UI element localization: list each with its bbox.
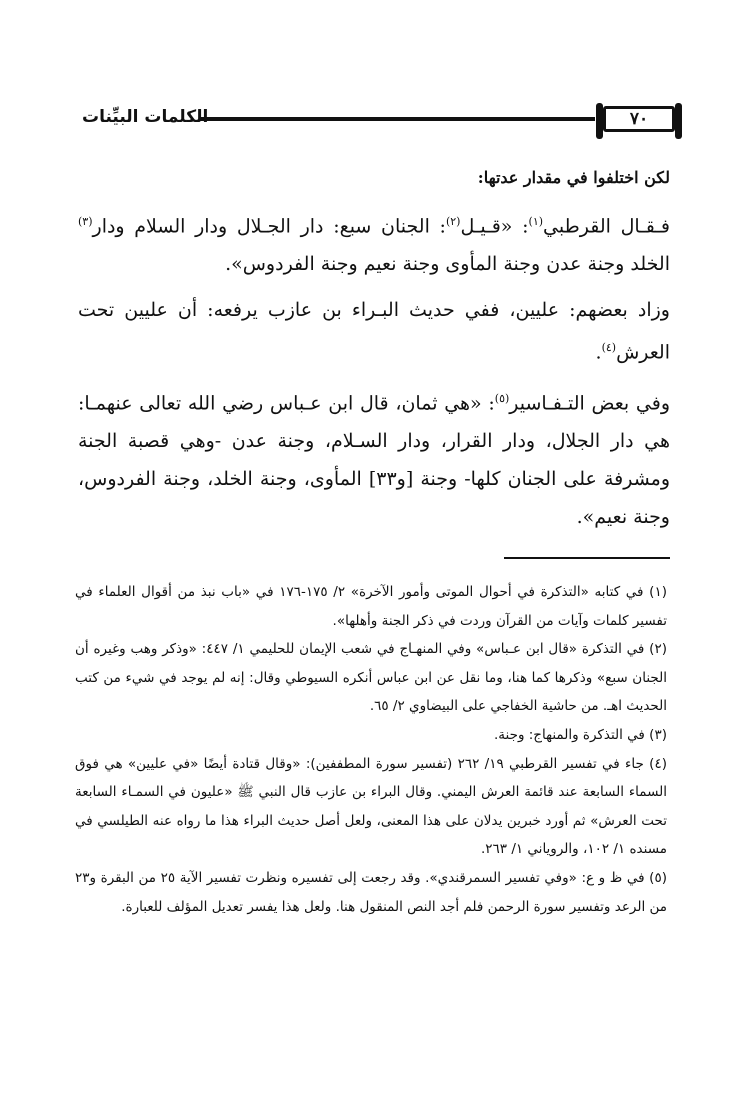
- paragraph-text: فـقـال القرطبي: [543, 215, 670, 238]
- footnote-3: (٣) في التذكرة والمنهاج: وجنة.: [494, 726, 667, 743]
- running-title: الكلمات البيِّنات: [82, 107, 209, 127]
- footnote-ref: (٥): [494, 391, 510, 405]
- main-text: [78, 165, 670, 544]
- footnote-5: (٥) في ظ و ع: «وفي تفسير السمرقندي». وقد رجعت إلى تفسيره ونظرت تفسير الآية ٢٥ من البقرة و٢٣ من الرعد وتفسير سورة الرحمن فلم أجد النص المنقول هنا. ولعل هذا يفسر تعديل المؤلف للعبارة.: [75, 869, 667, 915]
- footnote-2: (٢) في التذكرة «قال ابن عـباس» وفي المنهـاج في شعب الإيمان للحليمي ١/ ٤٤٧: «وذكر وهب وغيره أن الجنان سبع» وذكرها كما هنا، وما نقل عن ابن عباس أنكره السيوطي وقال: إنه لم يوجد في شيء من كتب الحديث اهـ. من حاشية الخفاجي على البيضاوي ٢/ ٦٥.: [75, 641, 667, 715]
- footnote-ref: (٤): [601, 341, 617, 355]
- paragraph-text: وفي بعض التـفـاسير: [509, 391, 670, 414]
- footnote-4: (٤) جاء في تفسير القرطبي ١٩/ ٢٦٢ (تفسير سورة المطففين): «وقال قتادة أيضًا «في عليين» هي فوق السماء السابعة عند قائمة العرش اليمني. وقال البراء بن عازب قال النبي ﷺ «عليون في السمـاء السابعة تحت العرش» ثم أورد خبرين يدلان على هذا المعنى، ولعل أصل حديث البراء هذا ما رواه عنه الطيلسي في مسنده ١/ ١٠٢، والروياني ١/ ٢٦٣.: [75, 755, 667, 858]
- page-number: ٧٠: [629, 109, 649, 129]
- paragraph-text: : «هي ثمان، قال ابن عـباس رضي الله تعالى عنهمـا: هي دار الجلال، ودار القرار، ودار السـلام، وجنة عدن -وهي قصبة الجنة ومشرفة على الجنان كلها- وجنة [و٣٣] المأوى، وجنة الخلد، وجنة الفردوس، وجنة نعيم».: [78, 391, 670, 528]
- paragraph-3: [78, 380, 670, 536]
- footnote-1: (١) في كتابه «التذكرة في أحوال الموتى وأمور الآخرة» ٢/ ١٧٥-١٧٦ في «باب نبذ من أقوال العلماء في تفسير كلمات وآيات من القرآن وردت في ذكر الجنة وأهلها».: [75, 584, 667, 629]
- paragraph-text: : الجنان سبع: دار الجـلال ودار السلام ودار: [92, 215, 446, 238]
- header-rule: [200, 117, 595, 121]
- footnote-ref: (٢): [445, 215, 461, 228]
- paragraph-text: الخلد وجنة عدن وجنة المأوى وجنة نعيم وجنة الفردوس».: [225, 253, 670, 276]
- paragraph-text: وزاد بعضهم: عليين، ففي حديث البـراء بن عازب يرفعه: أن عليين تحت العرش: [78, 299, 670, 364]
- footnote-ref: (١): [528, 215, 544, 228]
- footnote-separator: [504, 557, 670, 559]
- footnotes: [75, 578, 667, 921]
- paragraph-text: : «قـيـل: [460, 215, 529, 238]
- paragraph-1: [78, 203, 670, 283]
- paragraph-text: .: [595, 341, 602, 364]
- paragraph-2: [78, 291, 670, 371]
- page-number-ornament: [603, 106, 675, 132]
- lead-line: لكن اختلفوا في مقدار عدتها:: [477, 168, 670, 187]
- page-header: [0, 100, 745, 140]
- footnote-ref: (٣): [78, 215, 93, 228]
